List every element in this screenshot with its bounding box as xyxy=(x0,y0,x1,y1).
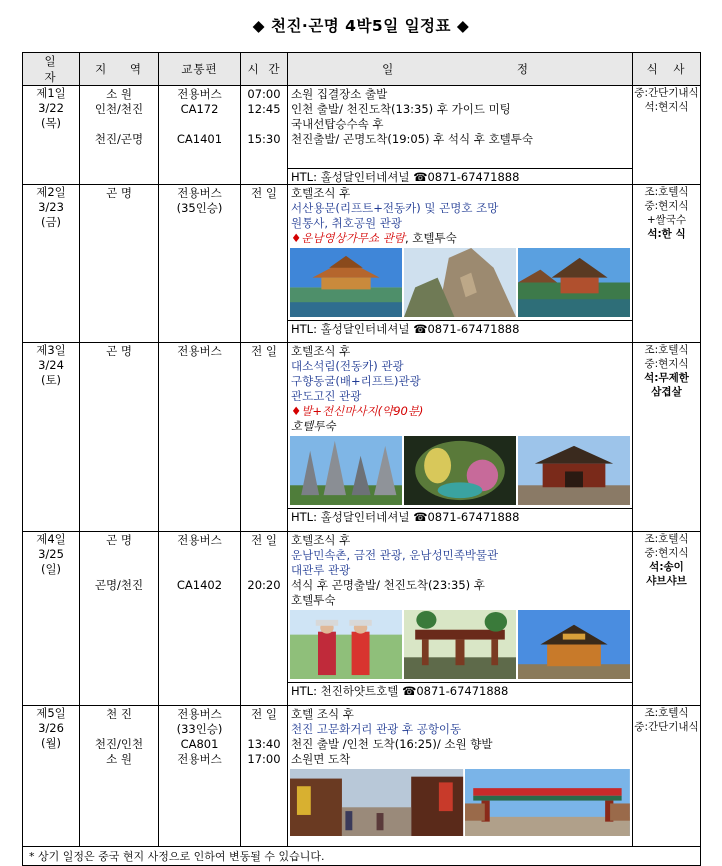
meal-cell xyxy=(633,185,701,343)
golden-temple-gate-photo xyxy=(404,610,516,679)
massage-highlight: ♦발+전신마사지(약90분) xyxy=(291,404,424,418)
footer-row xyxy=(23,847,701,866)
region-text xyxy=(80,548,158,578)
photo-strip xyxy=(288,434,632,508)
grand-view-tower-photo xyxy=(518,610,630,679)
day-row xyxy=(23,86,701,185)
meal-text: 삼겹살 xyxy=(651,386,682,398)
schedule-line: 석식 후 곤명출발/ 천진도착(23:35) 후 xyxy=(291,578,485,592)
schedule-line: 국내선탑승수속 후 xyxy=(291,117,384,131)
region-text: 곤 명 xyxy=(106,533,132,547)
time-cell xyxy=(241,532,288,706)
region-text xyxy=(80,722,158,737)
schedule-cell xyxy=(288,532,633,706)
schedule-line: 인천 출발/ 천진도착(13:35) 후 가이드 미팅 xyxy=(291,102,511,116)
meal-text: 석:한 식 xyxy=(647,228,686,240)
photo-strip xyxy=(288,246,632,320)
transport-text: (35인승) xyxy=(176,201,223,215)
header-date: 일 자 xyxy=(23,53,80,86)
schedule-line: 호텔조식 후 xyxy=(291,533,351,547)
ethnic-village-photo xyxy=(290,610,402,679)
time-text xyxy=(241,548,287,578)
pavilion-photo xyxy=(518,248,630,317)
meal-text: 석:무제한 xyxy=(644,372,689,384)
day-date: 3/26 xyxy=(38,721,64,735)
photo-strip xyxy=(288,767,632,839)
transport-text: 전용버스 xyxy=(177,533,222,547)
region-text: 곤명/천진 xyxy=(94,578,144,592)
schedule-line: 호텔투숙 xyxy=(291,419,336,433)
hotel-info: HTL: 홀성달인터네셔널 ☎0871-67471888 xyxy=(288,320,632,336)
schedule-cell xyxy=(288,706,633,847)
meal-cell xyxy=(633,343,701,532)
day-label: 제3일 xyxy=(36,343,66,357)
region-cell xyxy=(80,706,159,847)
day-cell xyxy=(23,343,80,532)
day-cell xyxy=(23,86,80,185)
day-weekday: (금) xyxy=(40,215,62,229)
day-date: 3/23 xyxy=(38,200,64,214)
schedule-line: 대관루 관광 xyxy=(291,563,351,577)
schedule-cell xyxy=(288,86,633,185)
schedule-line: 천진 출발 /인천 도착(16:25)/ 소원 향발 xyxy=(291,737,493,751)
day-row xyxy=(23,185,701,343)
meal-text: 샤브샤브 xyxy=(646,575,687,587)
transport-cell xyxy=(159,343,241,532)
region-text: 인천/천진 xyxy=(94,102,144,116)
time-text: 07:00 xyxy=(247,87,281,101)
header-time: 시 간 xyxy=(241,53,288,86)
hotel-info: HTL: 홀성달인터네셔널 ☎0871-67471888 xyxy=(288,508,632,524)
time-cell xyxy=(241,185,288,343)
cave-photo xyxy=(404,436,516,505)
region-text: 소 원 xyxy=(106,87,132,101)
show-highlight: ♦운남영상가무쇼 관람 xyxy=(291,231,405,245)
time-text: 20:20 xyxy=(247,578,281,592)
time-cell xyxy=(241,86,288,185)
time-text xyxy=(241,117,287,132)
schedule-line: 소원 집결장소 출발 xyxy=(291,87,388,101)
transport-text: CA1401 xyxy=(176,132,223,146)
meal-text: 중:현지식 xyxy=(644,547,689,559)
schedule-cell xyxy=(288,185,633,343)
region-text: 곤 명 xyxy=(106,344,132,358)
time-text: 전 일 xyxy=(251,533,277,547)
day-row xyxy=(23,343,701,532)
day-cell xyxy=(23,532,80,706)
schedule-line: 구향동굴(배+리프트)관광 xyxy=(291,374,421,388)
meal-text: 조:호텔식 xyxy=(644,533,689,545)
time-text: 15:30 xyxy=(247,132,281,146)
transport-cell xyxy=(159,185,241,343)
day-row xyxy=(23,706,701,847)
day-label: 제4일 xyxy=(36,532,66,546)
meal-text: 중:간단기내식 xyxy=(634,87,699,99)
day-cell xyxy=(23,706,80,847)
region-cell xyxy=(80,185,159,343)
header-transport: 교통편 xyxy=(159,53,241,86)
header-row xyxy=(23,53,701,86)
meal-cell xyxy=(633,86,701,185)
schedule-line: 호텔투숙 xyxy=(291,593,336,607)
time-cell xyxy=(241,706,288,847)
region-text: 소 원 xyxy=(106,752,132,766)
day-date: 3/22 xyxy=(38,101,64,115)
schedule-line: 호텔조식 후 xyxy=(291,344,351,358)
day-label: 제5일 xyxy=(36,706,66,720)
street-gate-photo xyxy=(465,769,630,836)
meal-text: 조:호텔식 xyxy=(644,707,689,719)
transport-text: 전용버스 xyxy=(177,752,222,766)
schedule-line: 대소석림(전동카) 관광 xyxy=(291,359,404,373)
transport-text: (33인승) xyxy=(176,722,223,736)
temple-lake-photo xyxy=(290,248,402,317)
hotel-info: HTL: 홀성달인터네셔널 ☎0871-67471888 xyxy=(288,168,632,184)
meal-text: 석:현지식 xyxy=(644,101,689,113)
day-weekday: (월) xyxy=(40,736,62,750)
transport-cell xyxy=(159,706,241,847)
region-cell xyxy=(80,86,159,185)
transport-text: CA1402 xyxy=(176,578,223,592)
meal-cell xyxy=(633,532,701,706)
time-text xyxy=(241,722,287,737)
time-text: 전 일 xyxy=(251,186,277,200)
hotel-info: HTL: 천진하얏트호텔 ☎0871-67471888 xyxy=(288,682,632,698)
old-town-gate-photo xyxy=(518,436,630,505)
schedule-line: 호텔조식 후 xyxy=(291,186,351,200)
meal-text: 조:호텔식 xyxy=(644,186,689,198)
day-label: 제2일 xyxy=(36,185,66,199)
day-row xyxy=(23,532,701,706)
schedule-line: 천진 고문화거리 관광 후 공항이동 xyxy=(291,722,462,736)
schedule-line: 서산용문(리프트+전동카) 및 곤명호 조망 xyxy=(291,201,499,215)
region-cell xyxy=(80,532,159,706)
region-text xyxy=(80,117,158,132)
transport-text xyxy=(159,117,240,132)
schedule-tail: , 호텔투숙 xyxy=(404,231,457,245)
transport-text xyxy=(159,548,240,578)
meal-text: 중:현지식 xyxy=(644,358,689,370)
photo-strip xyxy=(288,608,632,682)
schedule-line: 관도고진 관광 xyxy=(291,389,362,403)
day-date: 3/25 xyxy=(38,547,64,561)
transport-text: 전용버스 xyxy=(177,344,222,358)
transport-cell xyxy=(159,86,241,185)
transport-text: CA172 xyxy=(180,102,219,116)
header-meal: 식 사 xyxy=(633,53,701,86)
time-text: 17:00 xyxy=(247,752,281,766)
page-title: ◆ 천진·곤명 4박5일 일정표 ◆ xyxy=(252,17,470,35)
culture-street-photo xyxy=(290,769,463,836)
transport-cell xyxy=(159,532,241,706)
schedule-line xyxy=(291,231,629,246)
schedule-line: 천진출발/ 곤명도착(19:05) 후 석식 후 호텔투숙 xyxy=(291,132,534,146)
schedule-table xyxy=(22,52,701,866)
region-text: 천진/곤명 xyxy=(94,132,144,146)
stone-forest-photo xyxy=(290,436,402,505)
meal-text: 조:호텔식 xyxy=(644,344,689,356)
day-date: 3/24 xyxy=(38,358,64,372)
schedule-line: 소원면 도착 xyxy=(291,752,351,766)
day-cell xyxy=(23,185,80,343)
region-text: 천 진 xyxy=(106,707,132,721)
footer-note: * 상기 일정은 중국 현지 사정으로 인하여 변동될 수 있습니다. xyxy=(23,847,701,866)
day-weekday: (토) xyxy=(40,373,62,387)
transport-text: CA801 xyxy=(180,737,219,751)
region-text: 천진/인천 xyxy=(94,737,144,751)
time-cell xyxy=(241,343,288,532)
schedule-line: 원통사, 취호공원 관광 xyxy=(291,216,402,230)
header-region: 지 역 xyxy=(80,53,159,86)
cliff-photo xyxy=(404,248,516,317)
region-cell xyxy=(80,343,159,532)
meal-text: +쌀국수 xyxy=(646,214,687,226)
transport-text: 전용버스 xyxy=(177,87,222,101)
region-text: 곤 명 xyxy=(106,186,132,200)
day-weekday: (일) xyxy=(40,562,62,576)
time-text: 13:40 xyxy=(247,737,281,751)
header-schedule: 일 정 xyxy=(288,53,633,86)
meal-text: 석:송이 xyxy=(649,561,684,573)
transport-text: 전용버스 xyxy=(177,186,222,200)
meal-cell xyxy=(633,706,701,847)
schedule-line: 호텔 조식 후 xyxy=(291,707,354,721)
schedule-cell xyxy=(288,343,633,532)
time-text: 전 일 xyxy=(251,707,277,721)
time-text: 12:45 xyxy=(247,102,281,116)
schedule-line: 운남민속촌, 금전 관광, 운남성민족박물관 xyxy=(291,548,499,562)
day-label: 제1일 xyxy=(36,86,66,100)
meal-text: 중:간단기내식 xyxy=(634,721,699,733)
transport-text: 전용버스 xyxy=(177,707,222,721)
day-weekday: (목) xyxy=(40,116,62,130)
meal-text: 중:현지식 xyxy=(644,200,689,212)
time-text: 전 일 xyxy=(251,344,277,358)
